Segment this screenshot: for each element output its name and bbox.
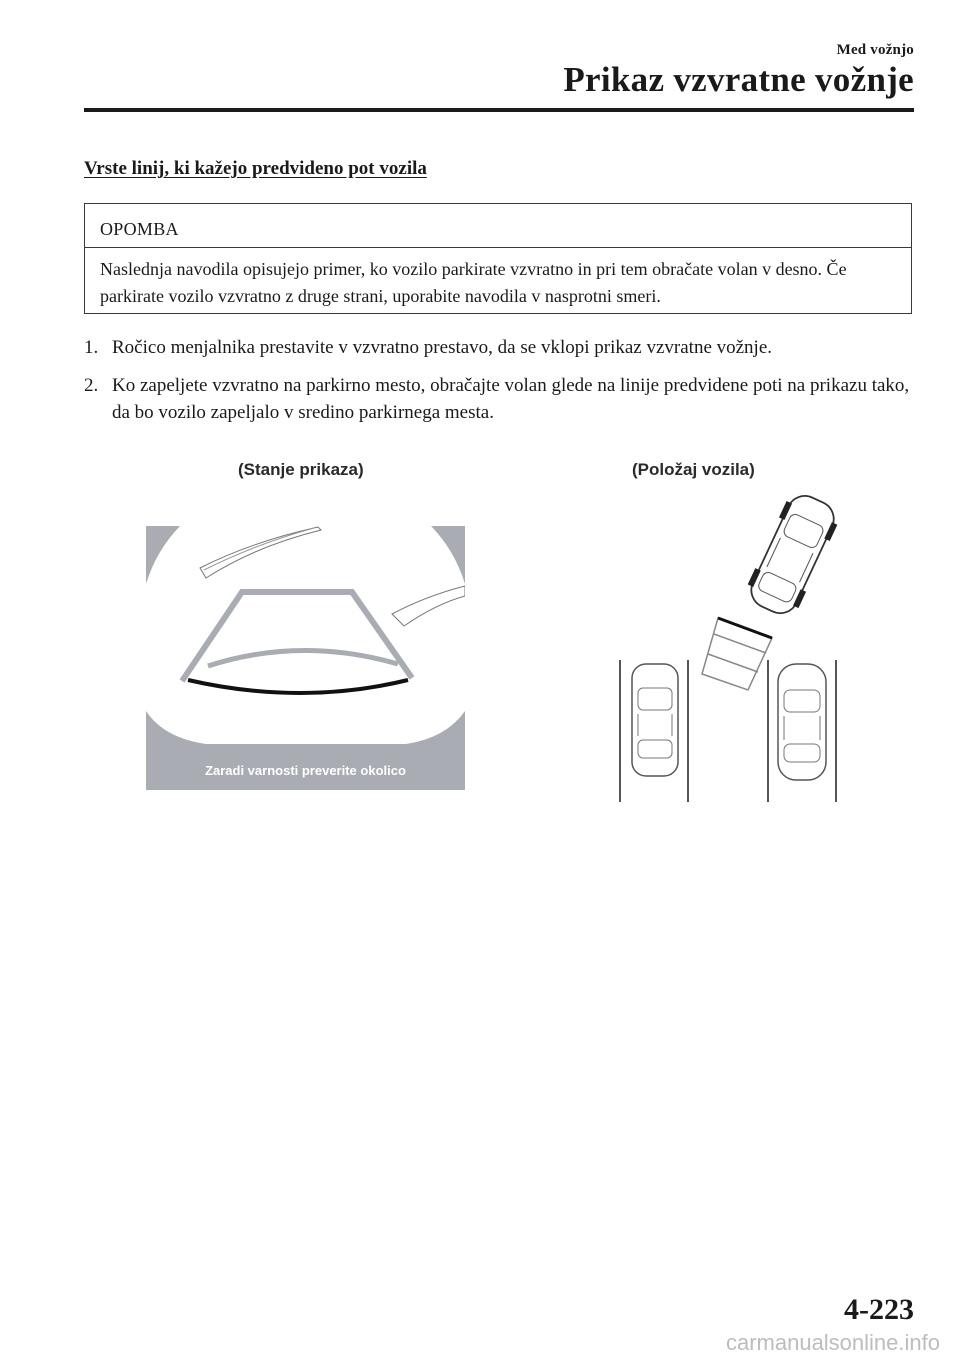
step-2 xyxy=(84,372,914,426)
header-rule xyxy=(84,108,914,112)
reversing-car xyxy=(742,492,843,621)
chapter-title: Prikaz vzvratne vožnje xyxy=(563,60,914,99)
note-title: OPOMBA xyxy=(100,219,179,239)
watermark: carmanualsonline.info xyxy=(725,1330,940,1355)
step-1 xyxy=(84,334,914,361)
display-illustration xyxy=(146,526,465,790)
note-text: Naslednja navodila opisujejo primer, ko vozilo parkirate vzvratno in pri tem obračate volan v desno. Če parkirate vozilo vzvratno z druge strani, uporabite navodila v nasprotni smeri. xyxy=(100,259,847,306)
step-number: 2. xyxy=(84,375,99,396)
parked-car-left xyxy=(632,664,678,776)
step-number: 1. xyxy=(84,337,99,358)
predicted-path-guide xyxy=(702,618,772,690)
subheading: Vrste linij, ki kažejo predvideno pot vozila xyxy=(84,158,427,179)
parking-illustration xyxy=(610,492,850,802)
figure-label-vehicle: (Položaj vozila) xyxy=(632,460,755,479)
parked-car-right xyxy=(778,664,826,780)
step-text: Ročico menjalnika prestavite v vzvratno prestavo, da se vklopi prikaz vzvratne vožnje. xyxy=(112,337,773,358)
note-divider xyxy=(85,247,911,248)
page-number: 4-223 xyxy=(844,1293,914,1326)
section-title: Med vožnjo xyxy=(836,42,914,58)
figure-label-display: (Stanje prikaza) xyxy=(238,460,364,479)
note-box xyxy=(84,203,912,314)
step-text: Ko zapeljete vzvratno na parkirno mesto, obračajte volan glede na linije predvidene poti na prikazu tako, da bo vozilo zapeljalo v sredino parkirnega mesta. xyxy=(112,375,910,423)
screen-caption: Zaradi varnosti preverite okolico xyxy=(205,763,406,778)
rear-camera-display xyxy=(146,526,465,790)
vehicle-position-illustration xyxy=(610,492,850,802)
camera-view-area xyxy=(146,526,465,744)
